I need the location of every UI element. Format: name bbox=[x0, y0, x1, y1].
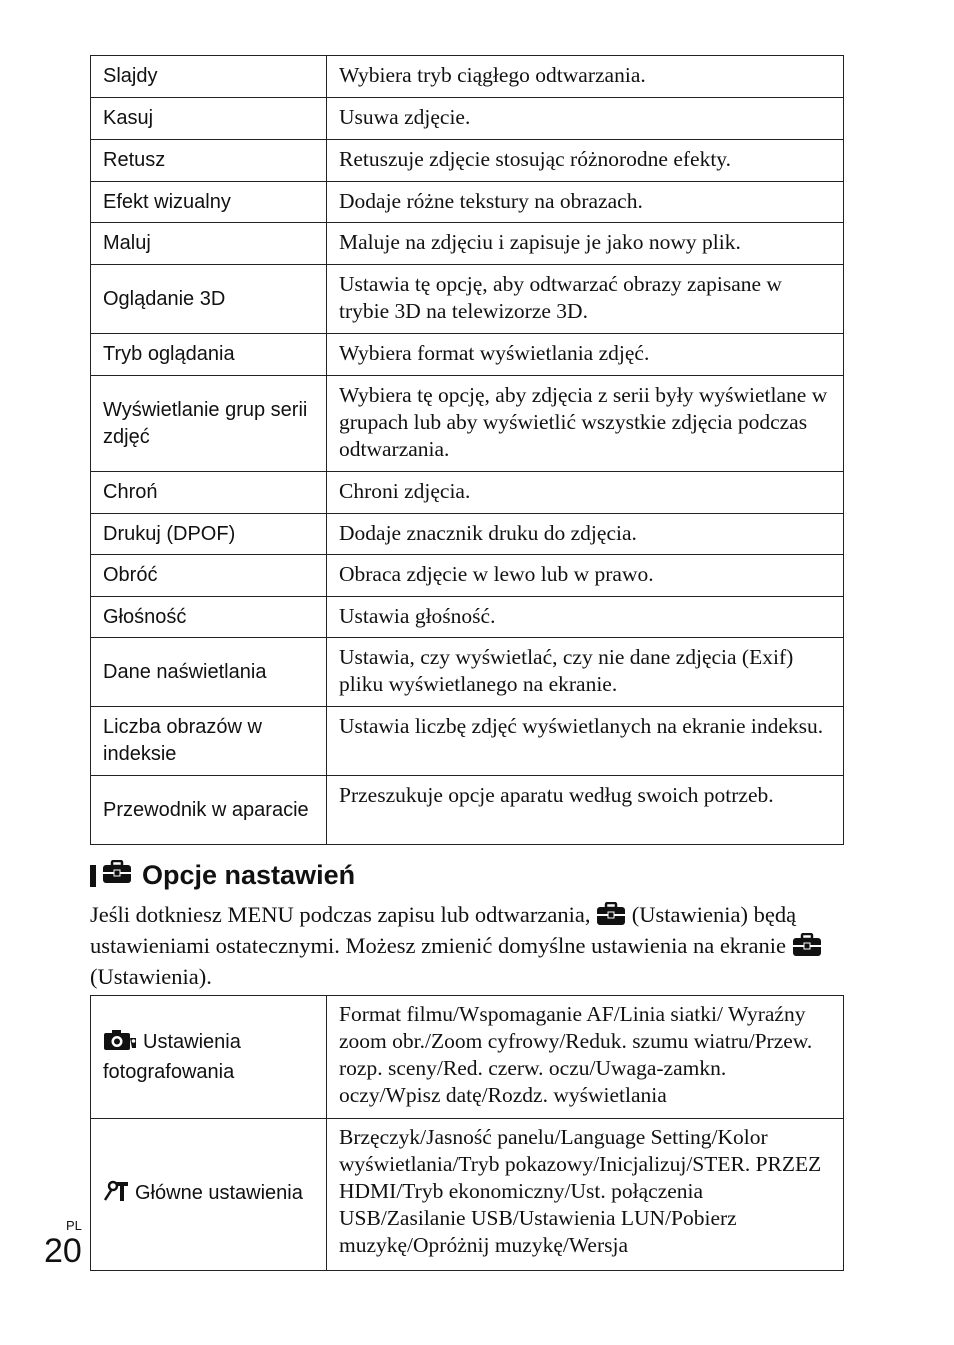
item-description: Ustawia głośność. bbox=[327, 597, 844, 638]
table-row bbox=[91, 472, 844, 514]
item-label: Ustawienia fotografowania bbox=[103, 1030, 241, 1083]
toolbox-icon bbox=[792, 933, 822, 964]
section-heading bbox=[90, 860, 355, 891]
item-description: Obraca zdjęcie w lewo lub w prawo. bbox=[327, 555, 844, 597]
item-label: Efekt wizualny bbox=[91, 182, 327, 223]
playback-menu-table bbox=[90, 55, 844, 845]
table-row bbox=[91, 182, 844, 223]
item-description: Wybiera tryb ciągłego odtwarzania. bbox=[327, 56, 844, 98]
item-label: Drukuj (DPOF) bbox=[91, 514, 327, 555]
table-row bbox=[91, 555, 844, 597]
item-description: Format filmu/Wspomaganie AF/Linia siatki/ Wyraźny zoom obr./Zoom cyfrowy/Reduk. szumu wiatru/Przew. rozp. sceny/Red. czerw. oczu/Uwaga-zamkn. oczy/Wpisz datę/Rozdz. wyświetlania bbox=[327, 996, 844, 1119]
item-label-cell bbox=[91, 1119, 327, 1271]
table-row bbox=[91, 514, 844, 555]
heading-marker bbox=[90, 865, 96, 887]
tools-icon bbox=[103, 1180, 129, 1210]
item-description: Wybiera tę opcję, aby zdjęcia z serii były wyświetlane w grupach lub aby wyświetlić wszystkie zdjęcia podczas odtwarzania. bbox=[327, 376, 844, 472]
table-row bbox=[91, 996, 844, 1119]
language-code: PL bbox=[66, 1218, 82, 1233]
item-label: Oglądanie 3D bbox=[91, 265, 327, 334]
toolbox-icon bbox=[596, 902, 626, 933]
item-description: Dodaje różne tekstury na obrazach. bbox=[327, 182, 844, 223]
item-description: Maluje na zdjęciu i zapisuje je jako nowy plik. bbox=[327, 223, 844, 265]
table-row bbox=[91, 1119, 844, 1271]
table-row bbox=[91, 638, 844, 707]
table-row bbox=[91, 56, 844, 98]
item-label: Retusz bbox=[91, 140, 327, 182]
table-row bbox=[91, 597, 844, 638]
item-description: Wybiera format wyświetlania zdjęć. bbox=[327, 334, 844, 376]
item-description: Przeszukuje opcje aparatu według swoich potrzeb. bbox=[327, 776, 844, 845]
item-label: Główne ustawienia bbox=[135, 1181, 303, 1204]
item-label: Maluj bbox=[91, 223, 327, 265]
table-row bbox=[91, 265, 844, 334]
item-label: Tryb oglądania bbox=[91, 334, 327, 376]
item-label: Liczba obrazów w indeksie bbox=[91, 707, 327, 776]
table-row bbox=[91, 223, 844, 265]
section-intro bbox=[90, 901, 850, 991]
camera-settings-icon bbox=[103, 1029, 137, 1059]
table-row bbox=[91, 334, 844, 376]
item-description: Retuszuje zdjęcie stosując różnorodne efekty. bbox=[327, 140, 844, 182]
settings-menu-table bbox=[90, 995, 844, 1271]
item-label: Przewodnik w aparacie bbox=[91, 776, 327, 845]
item-description: Ustawia, czy wyświetlać, czy nie dane zdjęcia (Exif) pliku wyświetlanego na ekranie. bbox=[327, 638, 844, 707]
table-row bbox=[91, 776, 844, 845]
item-label: Głośność bbox=[91, 597, 327, 638]
intro-text: Jeśli dotkniesz MENU podczas zapisu lub odtwarzania, bbox=[90, 902, 591, 927]
item-description: Ustawia tę opcję, aby odtwarzać obrazy zapisane w trybie 3D na telewizorze 3D. bbox=[327, 265, 844, 334]
item-description: Dodaje znacznik druku do zdjęcia. bbox=[327, 514, 844, 555]
item-description: Ustawia liczbę zdjęć wyświetlanych na ekranie indeksu. bbox=[327, 707, 844, 776]
intro-text: (Ustawienia). bbox=[90, 964, 212, 990]
item-label: Chroń bbox=[91, 472, 327, 514]
item-label-cell bbox=[91, 996, 327, 1119]
page-number: 20 bbox=[44, 1232, 82, 1270]
item-label: Dane naświetlania bbox=[91, 638, 327, 707]
table-row bbox=[91, 140, 844, 182]
table-row bbox=[91, 98, 844, 140]
toolbox-icon bbox=[102, 860, 132, 891]
intro-text: (Ustawienia) będą ustawieniami ostatecznymi. Możesz zmienić domyślne ustawienia na ekranie bbox=[90, 902, 797, 959]
item-label: Wyświetlanie grup serii zdjęć bbox=[91, 376, 327, 472]
item-description: Brzęczyk/Jasność panelu/Language Setting/Kolor wyświetlania/Tryb pokazowy/Inicjalizuj/STER. PRZEZ HDMI/Tryb ekonomiczny/Ust. połączenia USB/Zasilanie USB/Ustawienia LUN/Pobierz muzykę/Opróżnij muzykę/Wersja bbox=[327, 1119, 844, 1271]
section-title: Opcje nastawień bbox=[142, 860, 356, 890]
item-description: Usuwa zdjęcie. bbox=[327, 98, 844, 140]
item-description: Chroni zdjęcia. bbox=[327, 472, 844, 514]
item-label: Kasuj bbox=[91, 98, 327, 140]
item-label: Obróć bbox=[91, 555, 327, 597]
item-label: Slajdy bbox=[91, 56, 327, 98]
table-row bbox=[91, 376, 844, 472]
table-row bbox=[91, 707, 844, 776]
